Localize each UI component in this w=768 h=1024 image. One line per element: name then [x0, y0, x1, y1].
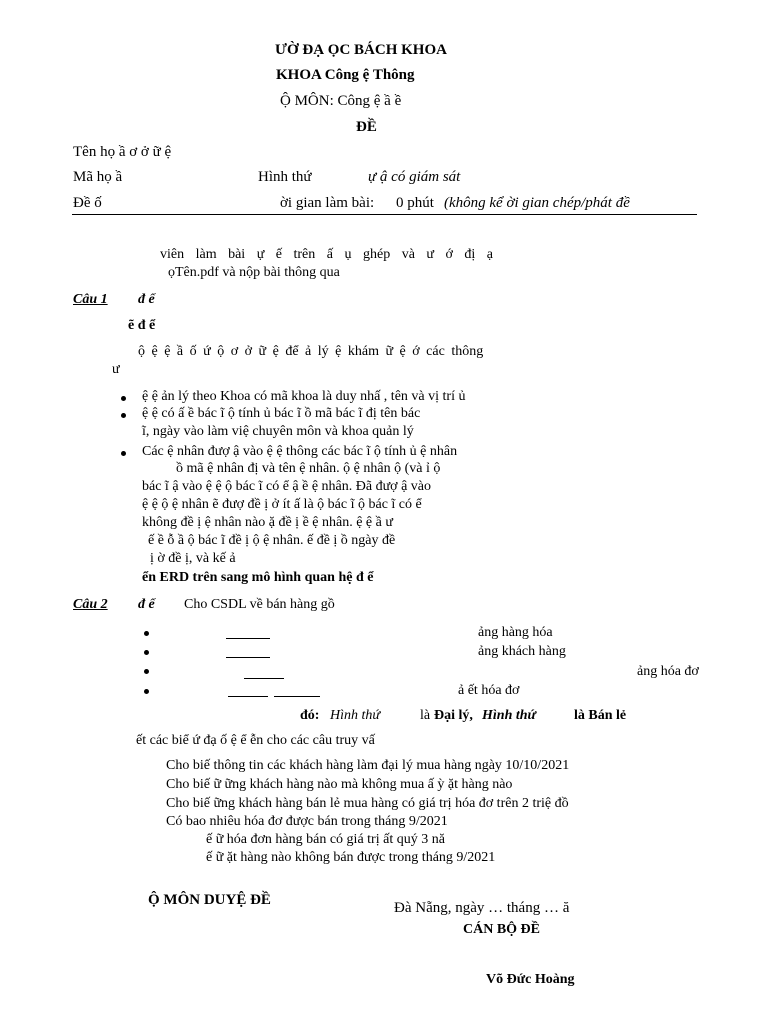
bullet-1: [121, 396, 126, 401]
query-3: Cho biế ững khách hàng bán lẻ mua hàng có giá trị hóa đơ trên 2 triệ đồ: [166, 796, 569, 811]
faculty-name: KHOA Công ệ Thông: [276, 67, 415, 83]
time-value: 0 phút: [396, 195, 434, 211]
question-1-intro-2: ư: [112, 362, 120, 377]
table-2-name-blank: [226, 657, 270, 658]
time-label: ời gian làm bài:: [280, 195, 375, 211]
q1-bullet-3-line-5: không đề ị ệ nhân nào ặ đề ị ề ệ nhân. ệ ệ ầ ư: [142, 515, 393, 530]
course-code-label: Mã họ ầ: [73, 169, 123, 185]
q1-bullet-3-line-4: ệ ệ ộ ệ nhân ẽ đượ đề ị ở ít ấ là ộ bác ĩ ộ bác ĩ có ể: [142, 497, 422, 512]
question-1-label: Câu 1: [73, 292, 108, 307]
note-form-b: Hình thứ: [482, 708, 536, 723]
table-1-name-blank: [226, 638, 270, 639]
author-name: Võ Đức Hoàng: [486, 972, 575, 987]
question-2-intro: Cho CSDL về bán hàng gồ: [184, 597, 335, 612]
q1-bullet-3-line-1: Các ệ nhân đượ ậ vào ệ ệ thông các bác ĩ ộ tính ủ ệ nhân: [142, 444, 458, 459]
question-1-part-a: ẽ đ ể: [128, 318, 156, 333]
q1-bullet-3-line-6: ế ề ỗ ầ ộ bác ĩ đề ị ộ ệ nhân. ế đề ị ồ ngày đề: [148, 533, 396, 548]
q1-bullet-3-line-2: ồ mã ệ nhân đị và tên ệ nhân. ộ ệ nhân ộ (và ỉ ộ: [176, 461, 441, 476]
exam-title: ĐỀ: [356, 119, 377, 135]
query-6: ế ữ ặt hàng nào không bán được trong tháng 9/2021: [206, 850, 496, 865]
query-4: Có bao nhiêu hóa đơ được bán trong tháng 9/2021: [166, 814, 448, 829]
note-form-b-is: là Bán lẻ: [574, 708, 627, 723]
header-divider: [72, 214, 697, 215]
bullet-2: [121, 413, 126, 418]
table-1-description: ảng hàng hóa: [478, 625, 553, 640]
note-form-a-value: Đại lý,: [434, 708, 473, 723]
exam-form-label: Hình thứ: [258, 169, 312, 185]
q1-bullet-3-line-7: ị ờ đề ị, và kế ả: [150, 551, 236, 566]
table-4-description: ả ết hóa đơ: [458, 683, 520, 698]
table-bullet-2: [144, 650, 149, 655]
question-1-intro-1: ộ ệ ệ ầ ố ứ ộ ơ ở ữ ệ để ả lý ệ khám ữ ệ ớ các thông: [138, 344, 484, 359]
table-bullet-4: [144, 689, 149, 694]
question-2-label: Câu 2: [73, 597, 108, 612]
place-and-date: Đà Nẵng, ngày … tháng … ă: [394, 900, 570, 916]
table-4-name-blank-a: [228, 696, 268, 697]
note-prefix: đó:: [300, 708, 320, 723]
query-5: ế ữ hóa đơn hàng bán có giá trị ất quý 3 nă: [206, 832, 445, 847]
instructions-line-1: viên làm bài ự ế trên ấ ụ ghép và ư ớ đị ạ: [160, 247, 494, 262]
exam-number-label: Đề ố: [73, 195, 102, 211]
q1-bullet-1-line-1: ệ ệ ản lý theo Khoa có mã khoa là duy nhấ , tên và vị trí ủ: [142, 389, 466, 404]
table-3-name-blank: [244, 678, 284, 679]
note-form-a: Hình thứ: [330, 708, 381, 723]
q1-bullet-2-line-2: ĩ, ngày vào làm việ chuyên môn và khoa quản lý: [142, 424, 414, 439]
question-2-points: đ ể: [138, 597, 155, 612]
question-2-task: ết các biể ứ đạ ố ệ ể ễn cho các câu truy vấ: [136, 733, 375, 748]
q1-bullet-2-line-1: ệ ệ có ấ ề bác ĩ ộ tính ủ bác ĩ ồ mã bác ĩ đị tên bác: [142, 406, 421, 421]
instructions-line-2: ọTên.pdf và nộp bài thông qua: [168, 265, 340, 280]
exam-form-value: ự ậ có giám sát: [368, 169, 461, 185]
author-title: CÁN BỘ ĐỀ: [463, 922, 541, 937]
approval-title: Ộ MÔN DUYỆ ĐỀ: [148, 892, 271, 908]
table-bullet-1: [144, 631, 149, 636]
query-2: Cho biế ữ ững khách hàng nào mà không mua ấ ỳ ặt hàng nào: [166, 777, 513, 792]
note-form-a-is: là: [420, 708, 431, 723]
table-bullet-3: [144, 669, 149, 674]
bullet-3: [121, 451, 126, 456]
table-2-description: ảng khách hàng: [478, 644, 566, 659]
query-1: Cho biế thông tin các khách hàng làm đại lý mua hàng ngày 10/10/2021: [166, 758, 570, 773]
q1-bullet-3-line-3: bác ĩ ậ vào ệ ệ ộ bác ĩ có ể ậ ề ệ nhân. Đã đượ ậ vào: [142, 479, 432, 494]
course-name-label: Tên họ ầ ơ ở ữ ệ: [73, 144, 172, 160]
question-1-points: đ ể: [138, 292, 155, 307]
table-3-description: ảng hóa đơ: [637, 664, 699, 679]
time-note: (không kể ời gian chép/phát đề: [444, 195, 630, 211]
school-name: ƯỜ ĐẠ ỌC BÁCH KHOA: [275, 42, 447, 58]
table-4-name-blank-b: [274, 696, 320, 697]
question-1-part-b: ển ERD trên sang mô hình quan hệ đ ể: [142, 570, 374, 585]
department-name: Ộ MÔN: Công ệ ầ ề: [280, 93, 402, 109]
